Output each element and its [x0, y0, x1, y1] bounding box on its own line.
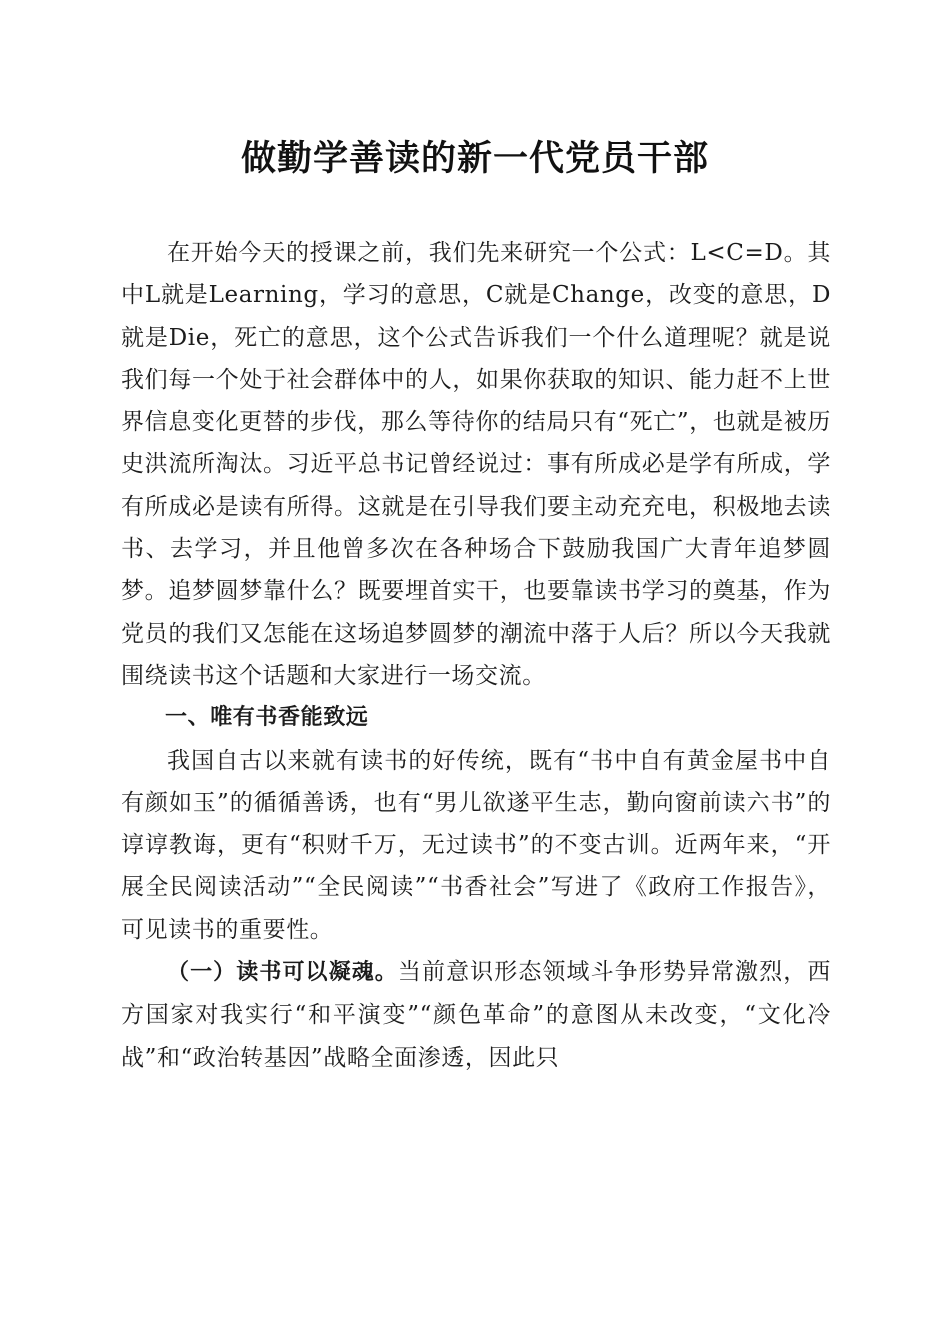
document-body: [121, 232, 831, 1079]
section-paragraph: 我国自古以来就有读书的好传统，既有“书中自有黄金屋书中自有颜如玉”的循循善诱，也有“男儿欲遂平生志，勤向窗前读六书”的谆谆教诲，更有“积财千万，无过读书”的不变古训。近两年来，“开展全民阅读活动”“全民阅读”“书香社会”写进了《政府工作报告》，可见读书的重要性。: [121, 747, 831, 943]
document-title: 做勤学善读的新一代党员干部: [240, 138, 709, 179]
subsection-text: 当前意识形态领域斗争形势异常激烈，西方国家对我实行“和平演变”“颜色革命”的意图从未改变，“文化冷战”和“政治转基因”战略全面渗透，因此只: [121, 959, 831, 1071]
subsection-lead: （一）读书可以凝魂。: [167, 960, 398, 986]
intro-paragraph: 在开始今天的授课之前，我们先来研究一个公式：L<C=D。其中L就是Learning，学习的意思，C就是Change，改变的意思，D就是Die，死亡的意思，这个公式告诉我们一个什么道理呢？就是说我们每一个处于社会群体中的人，如果你获取的知识、能力赶不上世界信息变化更替的步伐，那么等待你的结局只有“死亡”，也就是被历史洪流所淘汰。习近平总书记曾经说过：事有所成必是学有所成，学有所成必是读有所得。这就是在引导我们要主动充充电，积极地去读书、去学习，并且他曾多次在各种场合下鼓励我国广大青年追梦圆梦。追梦圆梦靠什么？既要埋首实干，也要靠读书学习的奠基，作为党员的我们又怎能在这场追梦圆梦的潮流中落于人后？所以今天我就围绕读书这个话题和大家进行一场交流。: [121, 240, 831, 689]
section-heading: 一、唯有书香能致远: [165, 705, 369, 731]
subsection-paragraph: [121, 951, 831, 1079]
